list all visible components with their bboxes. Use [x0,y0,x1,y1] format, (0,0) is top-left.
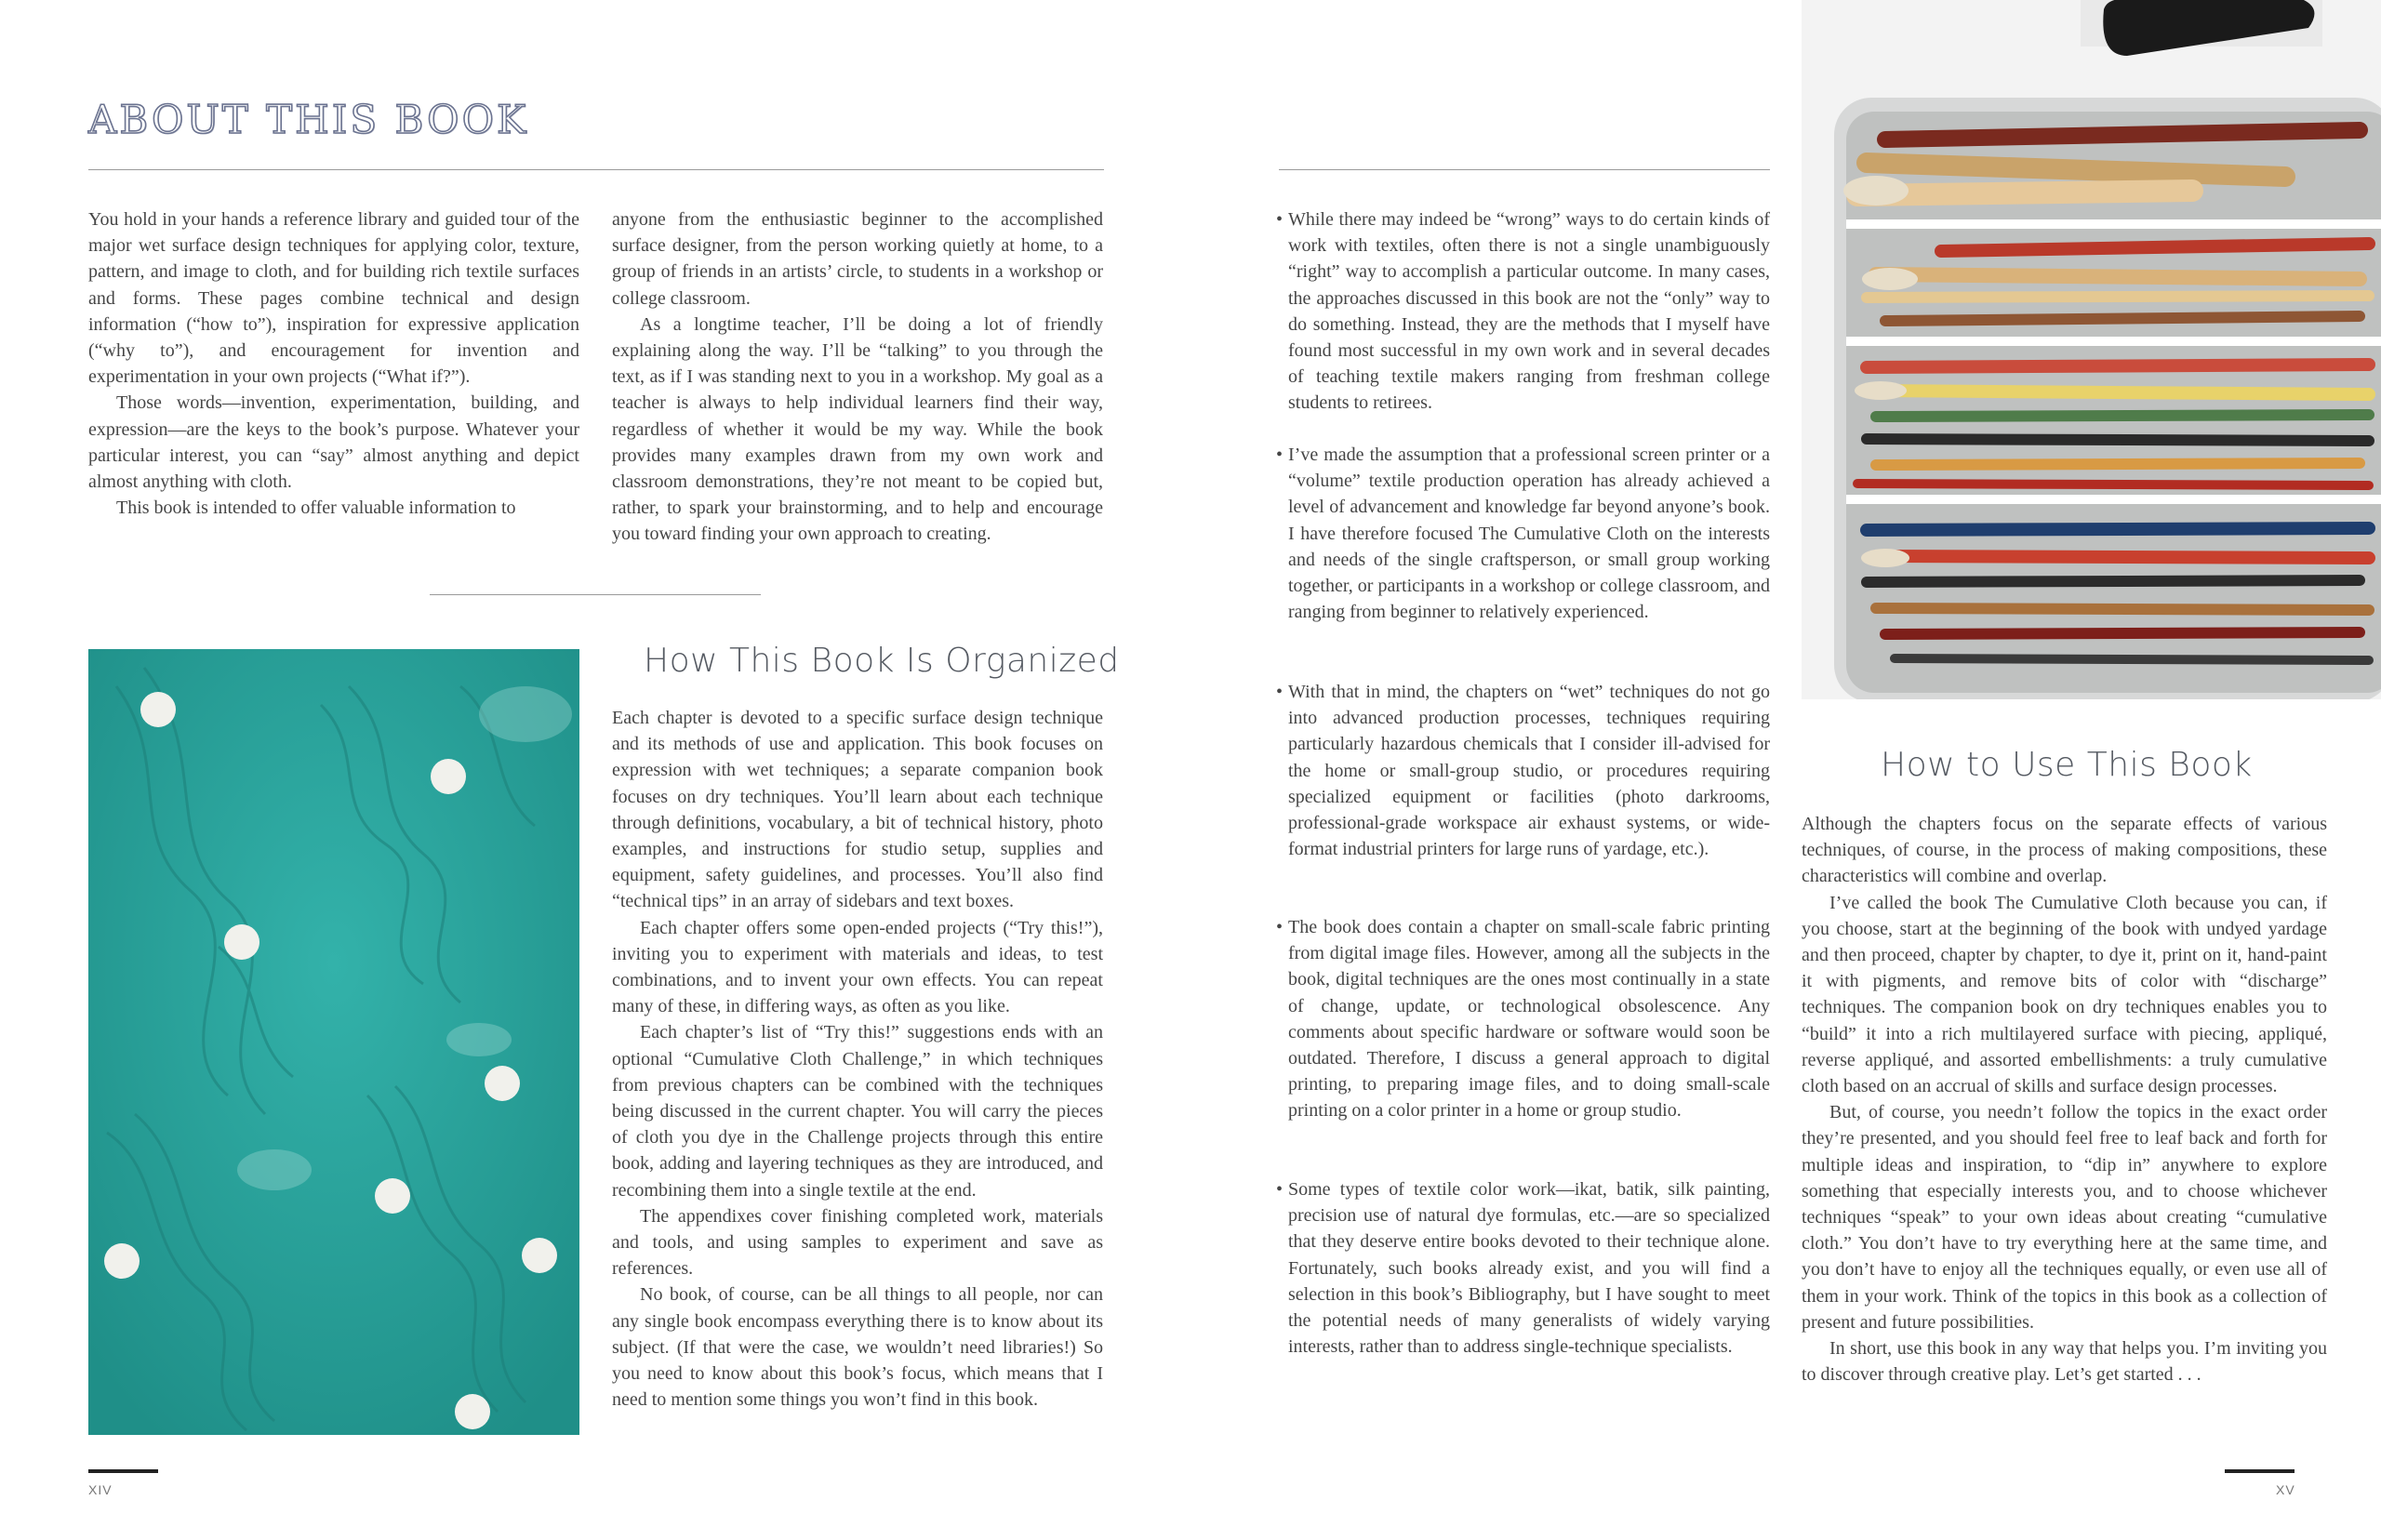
folio-bar [2225,1469,2295,1473]
page-title: ABOUT THIS BOOK [88,97,529,142]
bullet-icon: • [1276,209,1284,230]
use-column [1802,811,2327,1387]
bullet-text: Some types of textile color work—ikat, batik, silk painting, precision use of natural dye formulas, etc.—are so specialized that they deserve entire books devoted to their technique alone. Fortunately, such books already exist, and you will find a selection in this book’s Bibliography, but I have sought to meet the potential needs of many generalists of widely varying interests, rather than to address single-technique specialists. [1288,1179,1770,1358]
polka-dot-fabric-photo-icon [88,649,579,1435]
bullet-icon: • [1276,682,1284,702]
section-heading-organized: How This Book Is Organized [644,642,1120,680]
bullet-text: The book does contain a chapter on small-scale fabric printing from digital image files. However, among all the subjects in the book, digital techniques are the ones most continually in a state of change, update, or technological obsolescence. Any comments about specific hardware or software would soon be outdated. Therefore, I discuss a general approach to digital printing, to preparing image files, and to doing small-scale printing on a color printer in a home or group studio. [1288,917,1770,1122]
bullet-item [1276,442,1770,625]
use-paragraph: Although the chapters focus on the separate effects of various techniques, of course, in the process of making compositions, these characteristics will combine and overlap. [1802,814,2327,887]
page-number: XV [2276,1482,2295,1497]
organized-paragraph: Each chapter’s list of “Try this!” suggestions ends with an optional “Cumulative Cloth Challenge,” in which techniques from previous chapters can be combined with the techniques being discussed in the current chapter. You will carry the pieces of cloth you dye in the Challenge projects through this entire book, adding and layering techniques as they are introduced, and recombining them into a single textile at the end. [612,1022,1103,1201]
top-divider [1279,169,1770,170]
bullet-item [1276,1176,1770,1360]
use-paragraph: In short, use this book in any way that helps you. I’m inviting you to discover through creative play. Let’s get started . . . [1802,1338,2327,1386]
page-number: XIV [88,1482,113,1497]
organized-paragraph: Each chapter is devoted to a specific surface design technique and its methods of use and application. This book focuses on expression with wet techniques; a separate companion book focuses on dry techniques. You’ll learn about each technique through definitions, vocabulary, a bit of technical history, photo examples, and instructions for studio setup, supplies and equipment, safety guidelines, and processes. You’ll also find “technical tips” in an array of sidebars and text boxes. [612,708,1103,912]
bullet-icon: • [1276,1179,1284,1200]
intro-paragraph: As a longtime teacher, I’ll be doing a lot of friendly explaining along the way. I’ll be “talking” to you through the text, as if I was standing next to you in a workshop. My goal as a teacher is always to help individual learners find their way, regardless of whether it would be my way. While the book provides many examples drawn from my own work and classroom demonstrations, they’re not meant to be copied but, rather, to spark your brainstorming, and to help and encourage you toward finding your own approach to creating. [612,313,1103,545]
use-paragraph: But, of course, you needn’t follow the topics in the exact order they’re presented, and you should feel free to leaf back and forth for multiple ideas and inspiration, to “dip in” anywhere to explore something that especially interests you, and to choose whichever techniques “speak” to your own ideas about creating “cumulative cloth.” You don’t have to try everything here at the same time, and you don’t have to enjoy all the techniques equally, or even use all of them in your work. Think of the topics in this book as a collection of present and future possibilities. [1802,1102,2327,1333]
bullet-text: I’ve made the assumption that a professional screen printer or a “volume” textile production operation has already achieved a level of advancement and knowledge far beyond anyone’s book. I have therefore focused The Cumulative Cloth on the interests and needs of the single craftsperson, or small group working together, or participants in a workshop or college classroom, and ranging from beginner to relatively experienced. [1288,445,1770,623]
section-heading-use: How to Use This Book [1881,746,2253,784]
title-divider [88,169,1104,170]
intro-paragraph: You hold in your hands a reference library and guided tour of the major wet surface design techniques for applying color, texture, pattern, and image to cloth, and for building rich textile surfaces and forms. These pages combine technical and design information (“how to”), inspiration for expressive application (“why to”), and encouragement for invention and experimentation in your own projects (“What if?”). [88,209,579,388]
organized-column [612,705,1103,1413]
intro-paragraph: Those words—invention, experimentation, building, and expression—are the keys to the book’s purpose. Whatever your particular interest, you can “say” almost anything and depict almost anything with cloth. [88,392,579,493]
bullet-icon: • [1276,445,1284,465]
organized-paragraph: No book, of course, can be all things to all people, nor can any single book encompass everything there is to know about its subject. (If that were the case, we wouldn’t need libraries!) So you need to know about this book’s focus, which means that I need to mention some things you won’t find in this book. [612,1284,1103,1411]
bullet-text: With that in mind, the chapters on “wet” techniques do not go into advanced production processes, techniques requiring particularly hazardous chemicals that I consider ill-advised for the home or small-group studio, or procedures requiring specialized equipment or facilities (photo darkrooms, professional-grade workspace air exhaust systems, or wide-format industrial printers for large runs of yardage, etc.). [1288,682,1770,860]
right-page [1190,0,2381,1540]
organized-paragraph: Each chapter offers some open-ended projects (“Try this!”), inviting you to experiment with materials and ideas, to test combinations, and to invent your own effects. You can repeat many of these, in differing ways, as often as you like. [612,917,1103,1017]
section-divider [430,594,761,595]
organized-paragraph: The appendixes cover finishing completed work, materials and tools, and using samples to experiment and save as references. [612,1205,1103,1280]
bullet-icon: • [1276,917,1284,937]
bullet-item [1276,679,1770,862]
paintbrush-case-photo-icon [1802,0,2381,699]
intro-paragraph: anyone from the enthusiastic beginner to the accomplished surface designer, from the person working quietly at home, to a group of friends in an artists’ circle, to students in a workshop or college classroom. [612,209,1103,309]
intro-paragraph: This book is intended to offer valuable information to [116,498,516,519]
folio-bar [88,1469,158,1473]
bullet-item [1276,914,1770,1124]
bullet-text: While there may indeed be “wrong” ways to do certain kinds of work with textiles, often there is not a single unambiguously “right” way to accomplish a particular outcome. In many cases, the approaches discussed in this book are not the “only” way to do something. Instead, they are the methods that I myself have found most successful in my own work and in several decades of teaching textile makers ranging from freshman college students to retirees. [1288,209,1770,414]
left-page [0,0,1190,1540]
use-paragraph: I’ve called the book The Cumulative Cloth because you can, if you choose, start at the beginning of the book with undyed yardage and then proceed, chapter by chapter, to dye it, print on it, hand-paint it with pigments, and remove bits of color with “discharge” techniques. The companion book on dry techniques enables you to “build” it into a rich multilayered surface with piecing, appliqué, reverse appliqué, and assorted embellishments: a truly cumulative cloth based on an accrual of skills and surface design processes. [1802,892,2327,1097]
bullet-item [1276,206,1770,417]
intro-column-1 [88,206,579,521]
intro-column-2 [612,206,1103,548]
